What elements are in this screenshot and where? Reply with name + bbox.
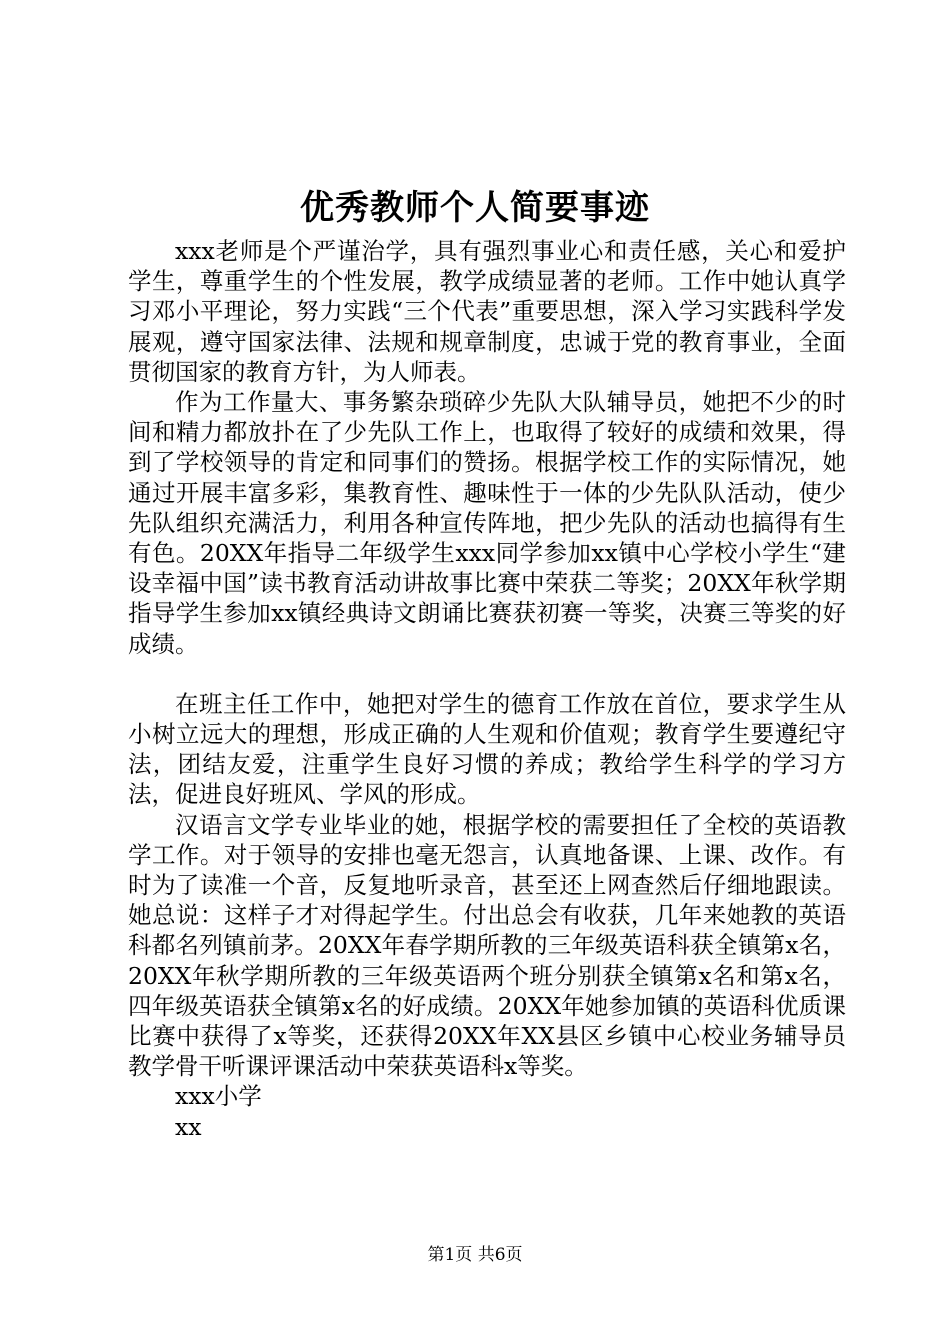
paragraph-class-teacher: 在班主任工作中，她把对学生的德育工作放在首位，要求学生从小树立远大的理想，形成正确的人生观和价值观；教育学生要遵纪守法，团结友爱，注重学生良好习惯的养成；教给学生科学的学习方法，促进良好班风、学风的形成。 xyxy=(128,689,846,809)
document-title: 优秀教师个人简要事迹 xyxy=(300,188,650,228)
page-footer: 第1页 共6页 xyxy=(427,1245,523,1265)
paragraph-spacer xyxy=(128,659,846,689)
paragraph-intro: xxx老师是个严谨治学，具有强烈事业心和责任感，关心和爱护学生，尊重学生的个性发展，教学成绩显著的老师。工作中她认真学习邓小平理论，努力实践“三个代表”重要思想，深入学习实践科学发展观，遵守国家法律、法规和规章制度，忠诚于党的教育事业，全面贯彻国家的教育方针，为人师表。 xyxy=(128,237,846,386)
document-body xyxy=(128,236,846,1142)
paragraph-english-teaching: 汉语言文学专业毕业的她，根据学校的需要担任了全校的英语教学工作。对于领导的安排也毫无怨言，认真地备课、上课、改作。有时为了读准一个音，反复地听录音，甚至还上网查然后仔细地跟读。她总说：这样子才对得起学生。付出总会有收获，几年来她教的英语科都名列镇前茅。20XX年春学期所教的三年级英语科获全镇第x名，20XX年秋学期所教的三年级英语两个班分别获全镇第x名和第x名，四年级英语获全镇第x名的好成绩。20XX年她参加镇的英语科优质课比赛中获得了x等奖，还获得20XX年XX县区乡镇中心校业务辅导员教学骨干听课评课活动中荣获英语科x等奖。 xyxy=(128,810,846,1081)
signature-school: xxx小学 xyxy=(175,1082,262,1111)
signature-date: xx xyxy=(175,1112,202,1141)
paragraph-pioneer-work: 作为工作量大、事务繁杂琐碎少先队大队辅导员，她把不少的时间和精力都放扑在了少先队工作上，也取得了较好的成绩和效果，得到了学校领导的肯定和同事们的赞扬。根据学校工作的实际情况，她通过开展丰富多彩，集教育性、趣味性于一体的少先队队活动，使少先队组织充满活力，利用各种宣传阵地，把少先队的活动也搞得有生有色。20XX年指导二年级学生xxx同学参加xx镇中心学校小学生“建设幸福中国”读书教育活动讲故事比赛中荣获二等奖；20XX年秋学期指导学生参加xx镇经典诗文朗诵比赛获初赛一等奖，决赛三等奖的好成绩。 xyxy=(128,388,846,658)
